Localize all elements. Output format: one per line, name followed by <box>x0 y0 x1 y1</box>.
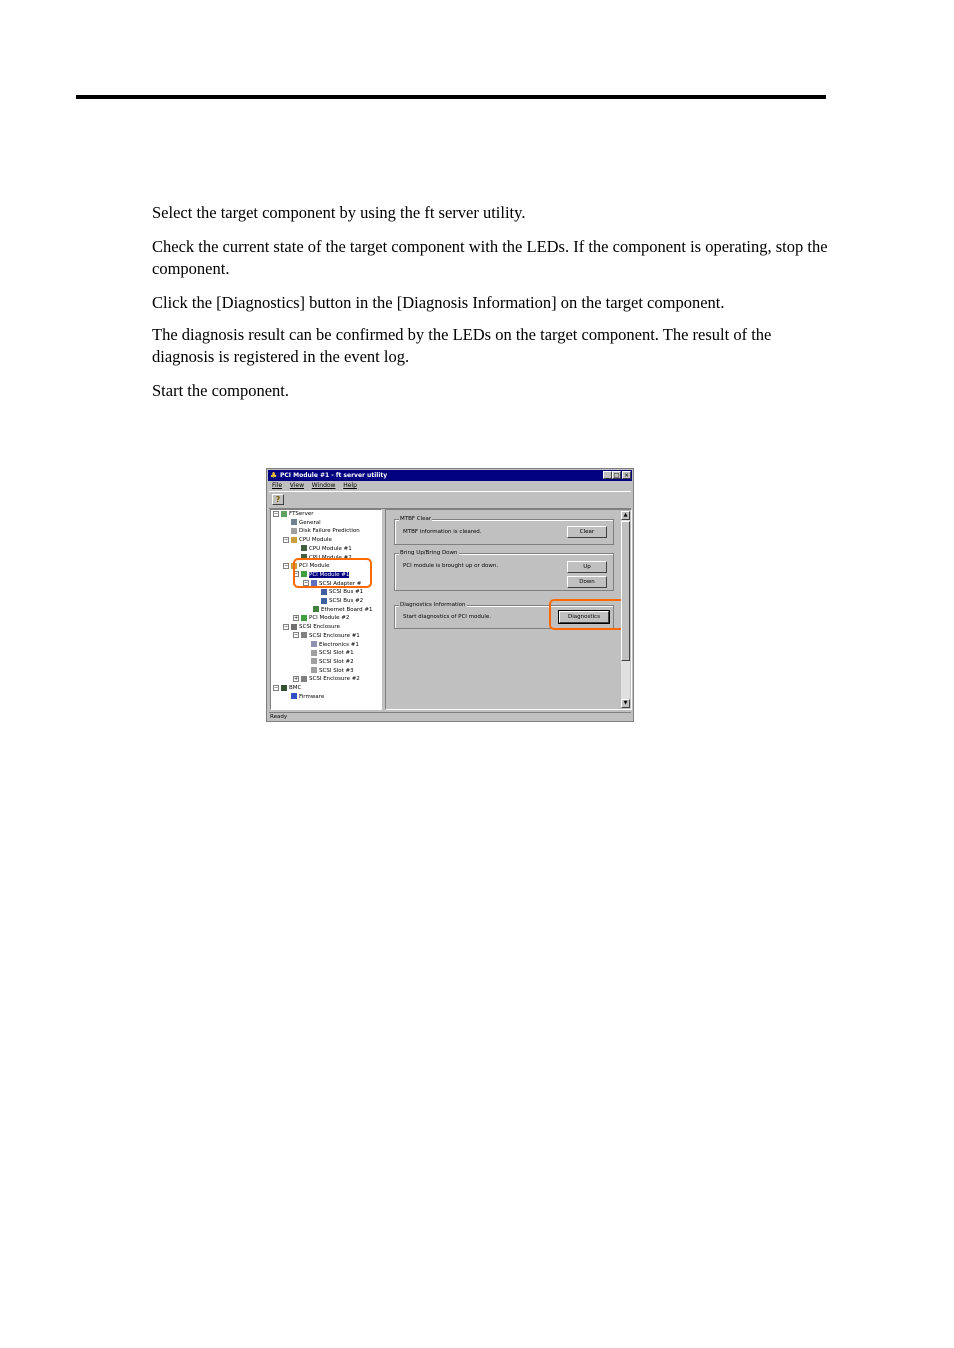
tree-node-ethernet-board-1[interactable]: Ethernet Board #1 <box>313 606 372 614</box>
status-bar: Ready <box>269 712 631 722</box>
bus-icon <box>321 589 327 595</box>
vertical-scrollbar[interactable] <box>621 511 630 708</box>
scroll-up-arrow[interactable]: ▲ <box>621 511 630 520</box>
app-icon: ♣ <box>270 471 278 480</box>
title-bar[interactable] <box>268 470 632 481</box>
properties-pane <box>385 509 632 710</box>
mtbf-clear-text: MTBF information is cleared. <box>403 529 482 535</box>
toolbar <box>269 491 631 509</box>
step-4-text: The diagnosis result can be confirmed by the LEDs on the target component. The result of the diagnosis is registered in the event log. <box>152 325 772 366</box>
header-rule <box>76 95 826 99</box>
menu-file[interactable]: File <box>272 482 283 489</box>
tree-node-cpu-module[interactable]: − CPU Module <box>284 536 332 544</box>
menu-help[interactable]: Help <box>343 482 357 489</box>
maximize-button[interactable]: □ <box>613 472 620 479</box>
tree-node-scsi-enclosure-1[interactable]: − SCSI Enclosure #1 <box>294 632 360 639</box>
tree-node-ftserver[interactable]: − FTServer <box>274 510 314 517</box>
window-title: PCI Module #1 - ft server utility <box>280 472 388 479</box>
enclosure-icon <box>291 624 297 630</box>
disk-slot-icon <box>311 667 317 673</box>
clear-button[interactable]: Clear <box>567 526 607 538</box>
mtbf-clear-title: MTBF Clear <box>400 516 432 522</box>
tree-node-scsi-bus-1[interactable]: SCSI Bus #1 <box>321 588 363 596</box>
step-3-text: Click the [Diagnostics] button in the [Diagnosis Information] on the target component. <box>152 293 725 312</box>
general-icon <box>291 519 297 525</box>
minimize-button[interactable]: _ <box>603 471 612 479</box>
bring-up-down-group <box>394 550 614 591</box>
disk-slot-icon <box>311 658 317 664</box>
close-button[interactable]: × <box>623 472 630 479</box>
enclosure-icon <box>301 632 307 638</box>
bring-up-down-title: Bring Up/Bring Down <box>400 550 458 556</box>
tree-node-scsi-enclosure[interactable]: − SCSI Enclosure <box>284 623 340 631</box>
step-1-text: Select the target component by using the ft server utility. <box>152 203 526 222</box>
step-2-text: Check the current state of the target component with the LEDs. If the component is operating, stop the component. <box>152 237 828 278</box>
pci-card-icon <box>301 615 307 621</box>
tree-node-cpu-module-1[interactable]: CPU Module #1 <box>301 545 352 553</box>
tree-node-pci-module-2[interactable]: + PCI Module #2 <box>294 614 350 622</box>
tree-node-general[interactable]: General <box>291 519 321 527</box>
tree-node-pci-module[interactable]: − PCI Module <box>284 562 330 570</box>
server-icon <box>281 511 287 517</box>
diagnostics-information-text: Start diagnostics of PCI module. <box>403 614 492 620</box>
disk-slot-icon <box>311 650 317 656</box>
tree-node-scsi-bus-2[interactable]: SCSI Bus #2 <box>321 597 363 605</box>
menu-bar <box>269 481 360 490</box>
step-5-text: Start the component. <box>152 381 290 400</box>
pci-module-highlight <box>293 558 372 588</box>
tree-node-scsi-slot-2[interactable]: SCSI Slot #2 <box>311 658 354 666</box>
tree-node-cpu-module-2[interactable]: CPU Module #2 <box>301 554 352 562</box>
firmware-icon <box>291 693 297 699</box>
tree-node-pci-module-1[interactable]: − PCI Module #1 <box>294 571 350 578</box>
disk-icon <box>291 528 297 534</box>
tree-node-scsi-slot-1[interactable]: SCSI Slot #1 <box>311 649 354 657</box>
tree-node-scsi-enclosure-2[interactable]: + SCSI Enclosure #2 <box>294 675 360 683</box>
tree-node-firmware[interactable]: Firmware <box>291 693 324 701</box>
diagnostics-information-title: Diagnostics Information <box>400 602 466 608</box>
tree-node-scsi-slot-3[interactable]: SCSI Slot #3 <box>311 667 354 675</box>
menu-window[interactable]: Window <box>311 482 336 489</box>
tree-node-electronics-1[interactable]: Electronics #1 <box>311 641 359 649</box>
folder-icon <box>291 537 297 543</box>
network-card-icon <box>313 606 319 612</box>
mtbf-clear-group <box>394 516 614 545</box>
scroll-down-arrow[interactable]: ▼ <box>621 699 630 708</box>
component-tree[interactable] <box>270 509 382 710</box>
bus-icon <box>321 598 327 604</box>
down-button[interactable]: Down <box>567 576 607 588</box>
enclosure-icon <box>301 676 307 682</box>
diagnostics-button[interactable]: Diagnostics <box>559 611 609 623</box>
help-button[interactable]: ? <box>272 494 284 505</box>
bring-up-down-text: PCI module is brought up or down. <box>403 563 499 569</box>
cpu-icon <box>301 545 307 551</box>
tree-node-bmc[interactable]: − BMC <box>274 684 302 691</box>
diagnostics-highlight <box>549 599 627 630</box>
ft-server-utility-window <box>266 468 634 722</box>
electronics-icon <box>311 641 317 647</box>
tree-node-scsi-adapter[interactable]: − SCSI Adapter # <box>304 580 362 587</box>
scroll-thumb[interactable] <box>621 521 630 661</box>
bmc-icon <box>281 685 287 691</box>
menu-view[interactable]: View <box>289 482 305 489</box>
up-button[interactable]: Up <box>567 561 607 573</box>
tree-node-disk-failure-prediction[interactable]: Disk Failure Prediction <box>291 527 360 535</box>
